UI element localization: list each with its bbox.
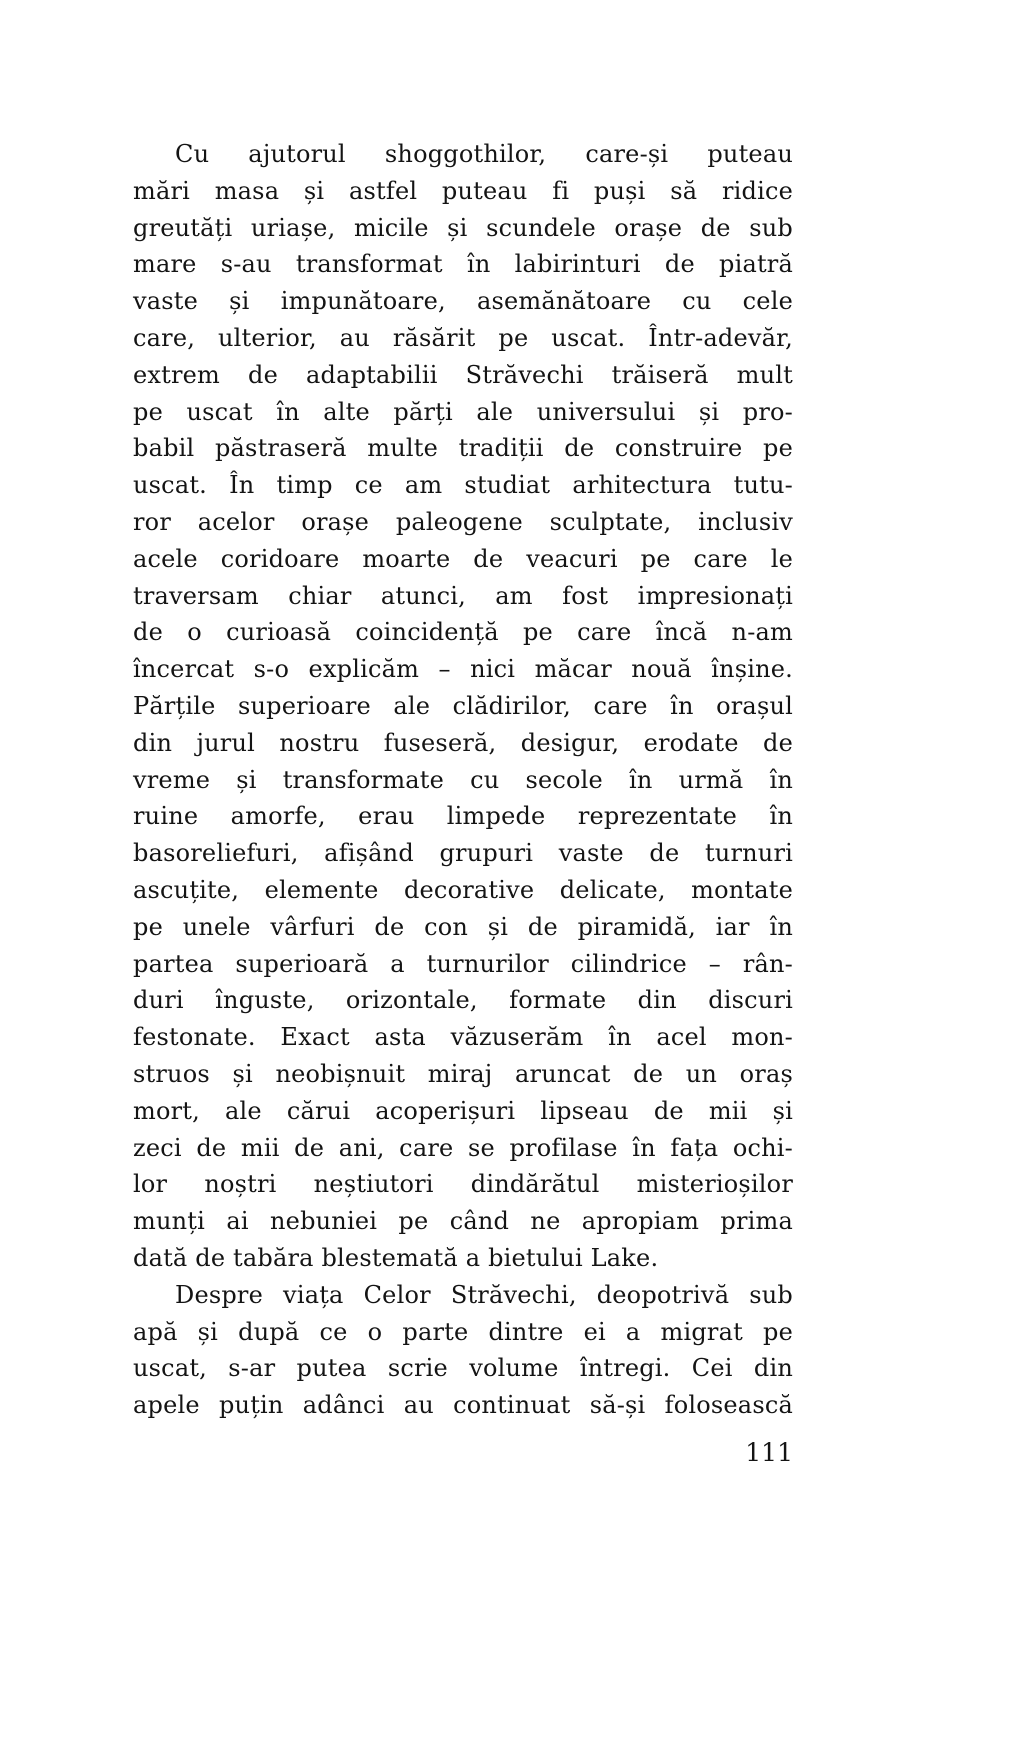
text-line: pe uscat în alte părți ale universului și pro- [133, 397, 793, 426]
text-line: uscat, s-ar putea scrie volume întregi. Cei din [133, 1354, 793, 1383]
text-line: zeci de mii de ani, care se profilase în fața ochi- [133, 1133, 793, 1162]
text-line: ruine amorfe, erau limpede reprezentate în [133, 802, 793, 831]
text-line: greutăți uriașe, micile și scundele orașe de sub [133, 213, 793, 242]
text-line: de o curioasă coincidență pe care încă n-am [133, 618, 793, 647]
text-line: munți ai nebuniei pe când ne apropiam prima [133, 1207, 793, 1236]
text-line: acele coridoare moarte de veacuri pe care le [133, 544, 793, 573]
text-line: struos și neobișnuit miraj aruncat de un oraș [133, 1059, 793, 1088]
page-number: 111 [745, 1438, 793, 1467]
paragraph [133, 1277, 793, 1424]
text-line: vreme și transformate cu secole în urmă în [133, 765, 793, 794]
text-line: apele puțin adânci au continuat să-și folosească [133, 1391, 793, 1420]
text-line: Cu ajutorul shoggothilor, care-și puteau [175, 140, 793, 168]
text-line: extrem de adaptabilii Străvechi trăiseră mult [133, 360, 793, 389]
paragraph [133, 136, 793, 1277]
text-line: festonate. Exact asta văzuserăm în acel mon- [133, 1023, 793, 1052]
text-line: basoreliefuri, afișând grupuri vaste de turnuri [133, 839, 793, 868]
text-line: lor noștri neștiutori dindărătul misterioșilor [133, 1170, 793, 1199]
text-line: Despre viața Celor Străvechi, deopotrivă sub [175, 1280, 793, 1309]
text-line: vaste și impunătoare, asemănătoare cu cele [133, 287, 793, 316]
text-line: mort, ale cărui acoperișuri lipseau de mii și [133, 1096, 793, 1125]
text-line: apă și după ce o parte dintre ei a migrat pe [133, 1317, 793, 1346]
text-line: ascuțite, elemente decorative delicate, montate [133, 875, 793, 904]
text-line: duri înguste, orizontale, formate din discuri [133, 986, 793, 1015]
text-line: babil păstraseră multe tradiții de construire pe [133, 434, 793, 463]
text-line: mări masa și astfel puteau fi puși să ridice [133, 176, 793, 205]
text-line: traversam chiar atunci, am fost impresionați [133, 581, 793, 610]
text-line: Părțile superioare ale clădirilor, care în orașul [133, 691, 793, 720]
text-line: pe unele vârfuri de con și de piramidă, iar în [133, 912, 793, 941]
text-line: încercat s-o explicăm – nici măcar nouă înșine. [133, 655, 793, 684]
text-line: dată de tabăra blestemată a bietului Lake. [133, 1243, 659, 1272]
text-line: ror acelor orașe paleogene sculptate, inclusiv [133, 507, 793, 536]
text-line: mare s-au transformat în labirinturi de piatră [133, 250, 793, 279]
text-line: din jurul nostru fuseseră, desigur, erodate de [133, 728, 793, 757]
body-text [133, 136, 793, 1424]
text-line: uscat. În timp ce am studiat arhitectura tutu- [133, 471, 793, 500]
text-line: partea superioară a turnurilor cilindrice – rân- [133, 949, 793, 978]
text-line: care, ulterior, au răsărit pe uscat. Într-adevăr, [133, 323, 793, 352]
